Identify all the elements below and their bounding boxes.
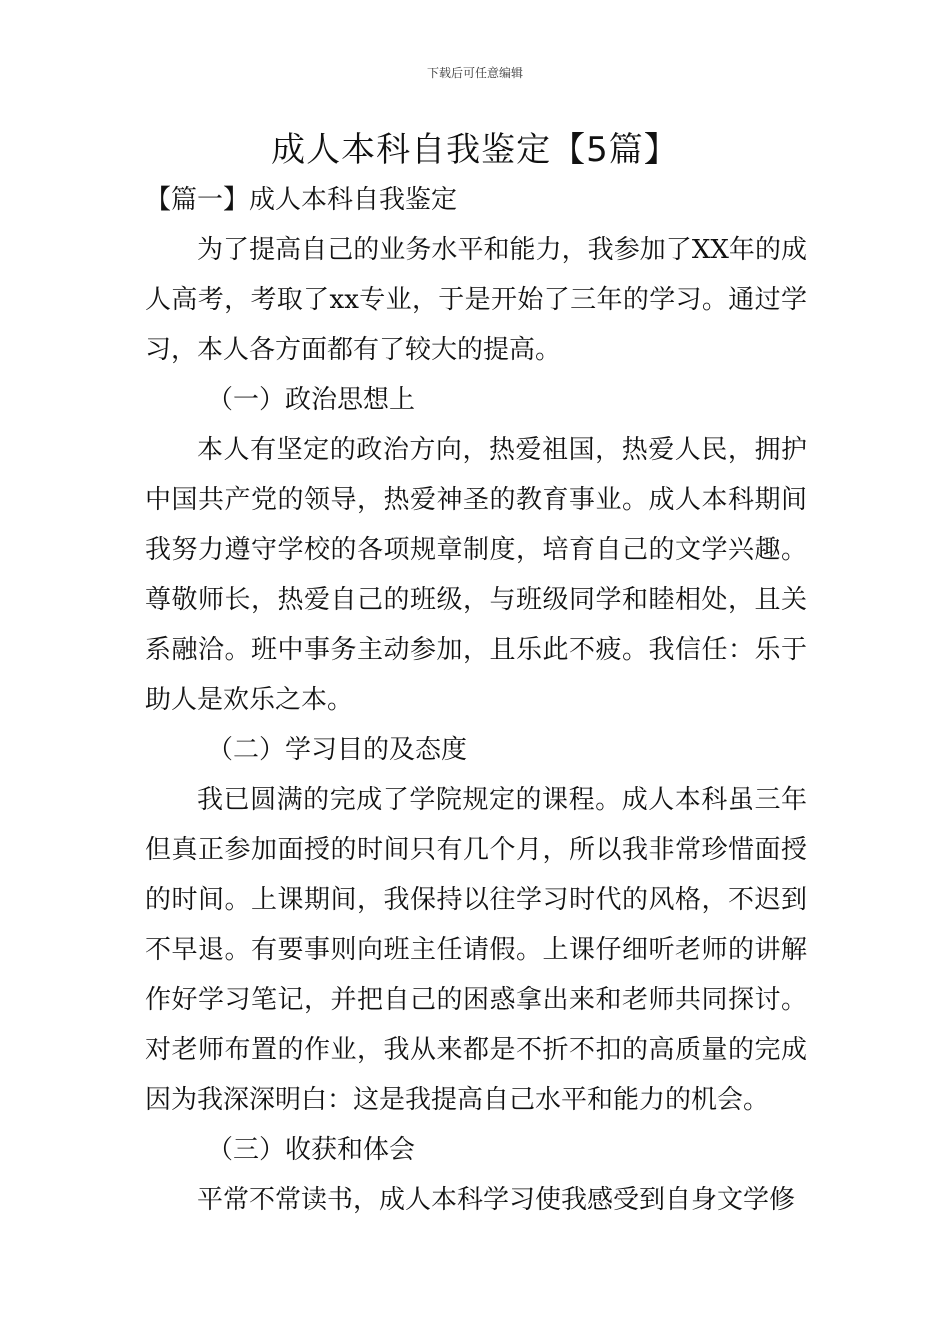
gains-paragraph: 平常不常读书，成人本科学习使我感受到自身文学修 — [197, 1185, 796, 1215]
document-title: 成人本科自我鉴定【5篇】 — [271, 130, 679, 170]
political-paragraph: 本人有坚定的政治方向，热爱祖国，热爱人民，拥护中国共产党的领导，热爱神圣的教育事业。成人本科期间我努力遵守学校的各项规章制度，培育自己的文学兴趣。尊敬师长，热爱自己的班级，与班级同学和睦相处，且关系融洽。班中事务主动参加，且乐此不疲。我信任：乐于助人是欢乐之本。 — [145, 435, 807, 715]
subheading-political: （一）政治思想上 — [207, 385, 416, 415]
intro-paragraph: 为了提高自己的业务水平和能力，我参加了XX年的成人高考，考取了xx专业，于是开始了三年的学习。通过学习，本人各方面都有了较大的提高。 — [145, 235, 807, 365]
study-paragraph: 我已圆满的完成了学院规定的课程。成人本科虽三年但真正参加面授的时间只有几个月，所以我非常珍惜面授的时间。上课期间，我保持以往学习时代的风格，不迟到不早退。有要事则向班主任请假。上课仔细听老师的讲解作好学习笔记，并把自己的困惑拿出来和老师共同探讨。对老师布置的作业，我从来都是不折不扣的高质量的完成因为我深深明白：这是我提高自己水平和能力的机会。 — [145, 785, 807, 1115]
section-heading: 【篇一】成人本科自我鉴定 — [145, 185, 458, 215]
subheading-study: （二）学习目的及态度 — [207, 735, 468, 765]
document-body — [145, 175, 807, 1225]
page-header-note: 下载后可任意编辑 — [426, 66, 523, 80]
subheading-gains: （三）收获和体会 — [207, 1135, 416, 1165]
